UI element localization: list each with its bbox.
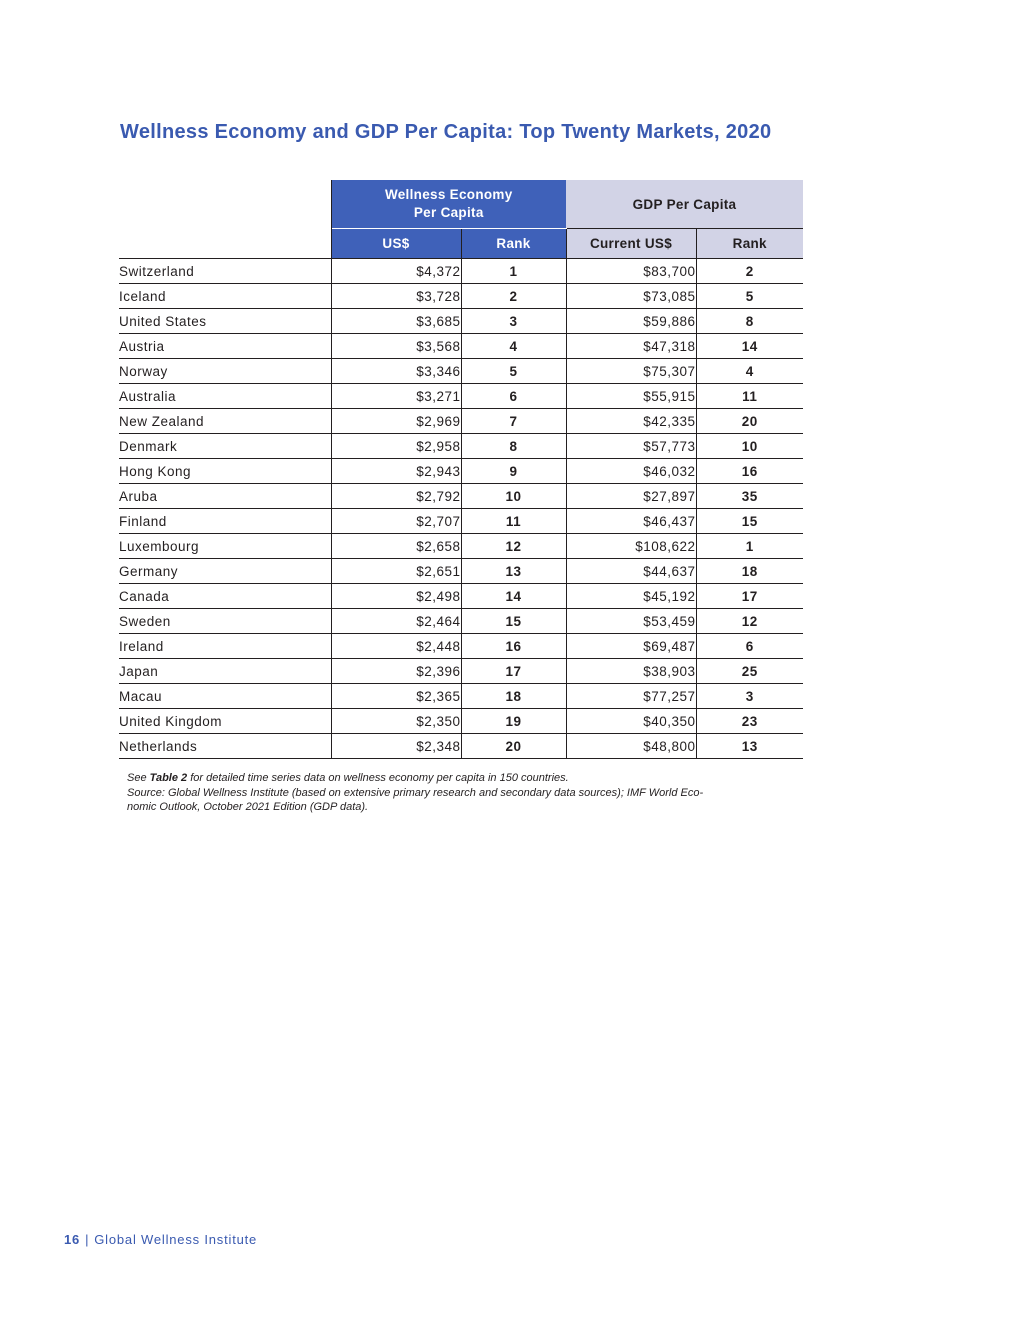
gdp-rank-cell: 13 (696, 734, 803, 759)
table-group-header-row (119, 180, 803, 229)
country-cell: Canada (119, 584, 331, 609)
country-cell: Ireland (119, 634, 331, 659)
gdp-rank-cell: 15 (696, 509, 803, 534)
country-cell: Aruba (119, 484, 331, 509)
wellness-rank-cell: 19 (461, 709, 566, 734)
gdp-rank-cell: 3 (696, 684, 803, 709)
wellness-usd-cell: $2,943 (331, 459, 461, 484)
gdp-usd-cell: $47,318 (566, 334, 696, 359)
gdp-rank-cell: 8 (696, 309, 803, 334)
table-row (119, 484, 803, 509)
gdp-usd-cell: $75,307 (566, 359, 696, 384)
table-row (119, 609, 803, 634)
wellness-rank-cell: 6 (461, 384, 566, 409)
country-cell: Finland (119, 509, 331, 534)
gdp-usd-cell: $59,886 (566, 309, 696, 334)
table-row (119, 659, 803, 684)
gdp-usd-cell: $108,622 (566, 534, 696, 559)
gdp-rank-cell: 10 (696, 434, 803, 459)
wellness-usd-cell: $2,958 (331, 434, 461, 459)
country-cell: Hong Kong (119, 459, 331, 484)
wellness-usd-cell: $2,396 (331, 659, 461, 684)
country-cell: Denmark (119, 434, 331, 459)
table-row (119, 634, 803, 659)
wellness-rank-cell: 5 (461, 359, 566, 384)
gdp-rank-cell: 2 (696, 259, 803, 284)
gdp-usd-cell: $44,637 (566, 559, 696, 584)
page-title: Wellness Economy and GDP Per Capita: Top Twenty Markets, 2020 (120, 121, 772, 143)
country-cell: Norway (119, 359, 331, 384)
page-number: 16 (64, 1232, 81, 1247)
wellness-rank-cell: 8 (461, 434, 566, 459)
gdp-usd-cell: $55,915 (566, 384, 696, 409)
see-note-table-ref: Table 2 (149, 772, 188, 784)
gdp-rank-cell: 35 (696, 484, 803, 509)
wellness-usd-cell: $2,707 (331, 509, 461, 534)
gdp-rank-cell: 5 (696, 284, 803, 309)
col-header-gdp-rank: Rank (696, 229, 803, 259)
gdp-rank-cell: 6 (696, 634, 803, 659)
country-cell: New Zealand (119, 409, 331, 434)
see-note-prefix: See (127, 772, 150, 784)
country-cell: Switzerland (119, 259, 331, 284)
country-cell: United States (119, 309, 331, 334)
wellness-rank-cell: 9 (461, 459, 566, 484)
gdp-rank-cell: 20 (696, 409, 803, 434)
table-row (119, 259, 803, 284)
wellness-usd-cell: $3,346 (331, 359, 461, 384)
gdp-rank-cell: 17 (696, 584, 803, 609)
gdp-rank-cell: 1 (696, 534, 803, 559)
wellness-group-header-line1: Wellness Economy (384, 187, 513, 202)
wellness-rank-cell: 3 (461, 309, 566, 334)
wellness-rank-cell: 16 (461, 634, 566, 659)
wellness-rank-cell: 2 (461, 284, 566, 309)
table-row (119, 434, 803, 459)
wellness-usd-cell: $4,372 (331, 259, 461, 284)
wellness-usd-cell: $2,348 (331, 734, 461, 759)
table-row (119, 509, 803, 534)
wellness-usd-cell: $2,464 (331, 609, 461, 634)
wellness-rank-cell: 10 (461, 484, 566, 509)
table-column-header-row (119, 229, 803, 259)
wellness-rank-cell: 11 (461, 509, 566, 534)
country-cell: Netherlands (119, 734, 331, 759)
col-header-wellness-us: US$ (331, 229, 461, 259)
country-cell: Macau (119, 684, 331, 709)
table-row (119, 459, 803, 484)
source-note-line1: Source: Global Wellness Institute (based on extensive primary research and secondary data sources); IMF World Eco- (127, 786, 704, 799)
wellness-rank-cell: 17 (461, 659, 566, 684)
gdp-group-header: GDP Per Capita (566, 180, 803, 229)
table-row (119, 584, 803, 609)
gdp-rank-cell: 12 (696, 609, 803, 634)
gdp-rank-cell: 23 (696, 709, 803, 734)
table-row (119, 284, 803, 309)
country-cell: Iceland (119, 284, 331, 309)
wellness-usd-cell: $2,350 (331, 709, 461, 734)
table-row (119, 734, 803, 759)
table-row (119, 684, 803, 709)
wellness-rank-cell: 20 (461, 734, 566, 759)
gdp-usd-cell: $69,487 (566, 634, 696, 659)
see-note-suffix: for detailed time series data on wellness economy per capita in 150 countries. (187, 772, 569, 784)
table-row (119, 359, 803, 384)
table-row (119, 559, 803, 584)
col-header-wellness-rank: Rank (461, 229, 566, 259)
gdp-usd-cell: $83,700 (566, 259, 696, 284)
gdp-usd-cell: $38,903 (566, 659, 696, 684)
gdp-usd-cell: $77,257 (566, 684, 696, 709)
wellness-rank-cell: 13 (461, 559, 566, 584)
gdp-usd-cell: $53,459 (566, 609, 696, 634)
wellness-usd-cell: $2,651 (331, 559, 461, 584)
country-cell: Germany (119, 559, 331, 584)
gdp-usd-cell: $57,773 (566, 434, 696, 459)
wellness-gdp-table (119, 180, 803, 759)
wellness-usd-cell: $3,271 (331, 384, 461, 409)
wellness-usd-cell: $2,498 (331, 584, 461, 609)
wellness-rank-cell: 12 (461, 534, 566, 559)
gdp-usd-cell: $40,350 (566, 709, 696, 734)
wellness-group-header (331, 180, 566, 229)
wellness-usd-cell: $3,728 (331, 284, 461, 309)
country-cell: Australia (119, 384, 331, 409)
table-row (119, 534, 803, 559)
wellness-usd-cell: $3,568 (331, 334, 461, 359)
wellness-usd-cell: $2,448 (331, 634, 461, 659)
table-row (119, 409, 803, 434)
gdp-usd-cell: $73,085 (566, 284, 696, 309)
table-row (119, 384, 803, 409)
footer-separator: | (85, 1232, 90, 1247)
table-body (119, 259, 803, 759)
gdp-rank-cell: 16 (696, 459, 803, 484)
wellness-usd-cell: $2,792 (331, 484, 461, 509)
country-cell: United Kingdom (119, 709, 331, 734)
country-cell: Japan (119, 659, 331, 684)
gdp-rank-cell: 14 (696, 334, 803, 359)
gdp-usd-cell: $42,335 (566, 409, 696, 434)
col-header-gdp-current: Current US$ (566, 229, 696, 259)
gdp-usd-cell: $46,032 (566, 459, 696, 484)
wellness-usd-cell: $2,365 (331, 684, 461, 709)
wellness-usd-cell: $2,658 (331, 534, 461, 559)
table-row (119, 334, 803, 359)
wellness-rank-cell: 7 (461, 409, 566, 434)
table-row (119, 709, 803, 734)
footer-org: Global Wellness Institute (94, 1232, 258, 1247)
wellness-rank-cell: 14 (461, 584, 566, 609)
gdp-rank-cell: 25 (696, 659, 803, 684)
wellness-rank-cell: 1 (461, 259, 566, 284)
wellness-rank-cell: 15 (461, 609, 566, 634)
see-note (127, 771, 803, 786)
wellness-rank-cell: 18 (461, 684, 566, 709)
wellness-usd-cell: $3,685 (331, 309, 461, 334)
blank-subheader-cell (119, 229, 331, 259)
blank-header-cell (119, 180, 331, 229)
source-note-line2: nomic Outlook, October 2021 Edition (GDP data). (127, 801, 369, 813)
table-notes (127, 771, 803, 815)
wellness-rank-cell: 4 (461, 334, 566, 359)
gdp-usd-cell: $45,192 (566, 584, 696, 609)
gdp-rank-cell: 11 (696, 384, 803, 409)
country-cell: Sweden (119, 609, 331, 634)
wellness-usd-cell: $2,969 (331, 409, 461, 434)
gdp-rank-cell: 4 (696, 359, 803, 384)
gdp-rank-cell: 18 (696, 559, 803, 584)
gdp-usd-cell: $48,800 (566, 734, 696, 759)
page-footer (64, 1232, 257, 1247)
country-cell: Austria (119, 334, 331, 359)
gdp-usd-cell: $46,437 (566, 509, 696, 534)
table-row (119, 309, 803, 334)
wellness-group-header-line2: Per Capita (413, 205, 484, 220)
country-cell: Luxembourg (119, 534, 331, 559)
gdp-usd-cell: $27,897 (566, 484, 696, 509)
